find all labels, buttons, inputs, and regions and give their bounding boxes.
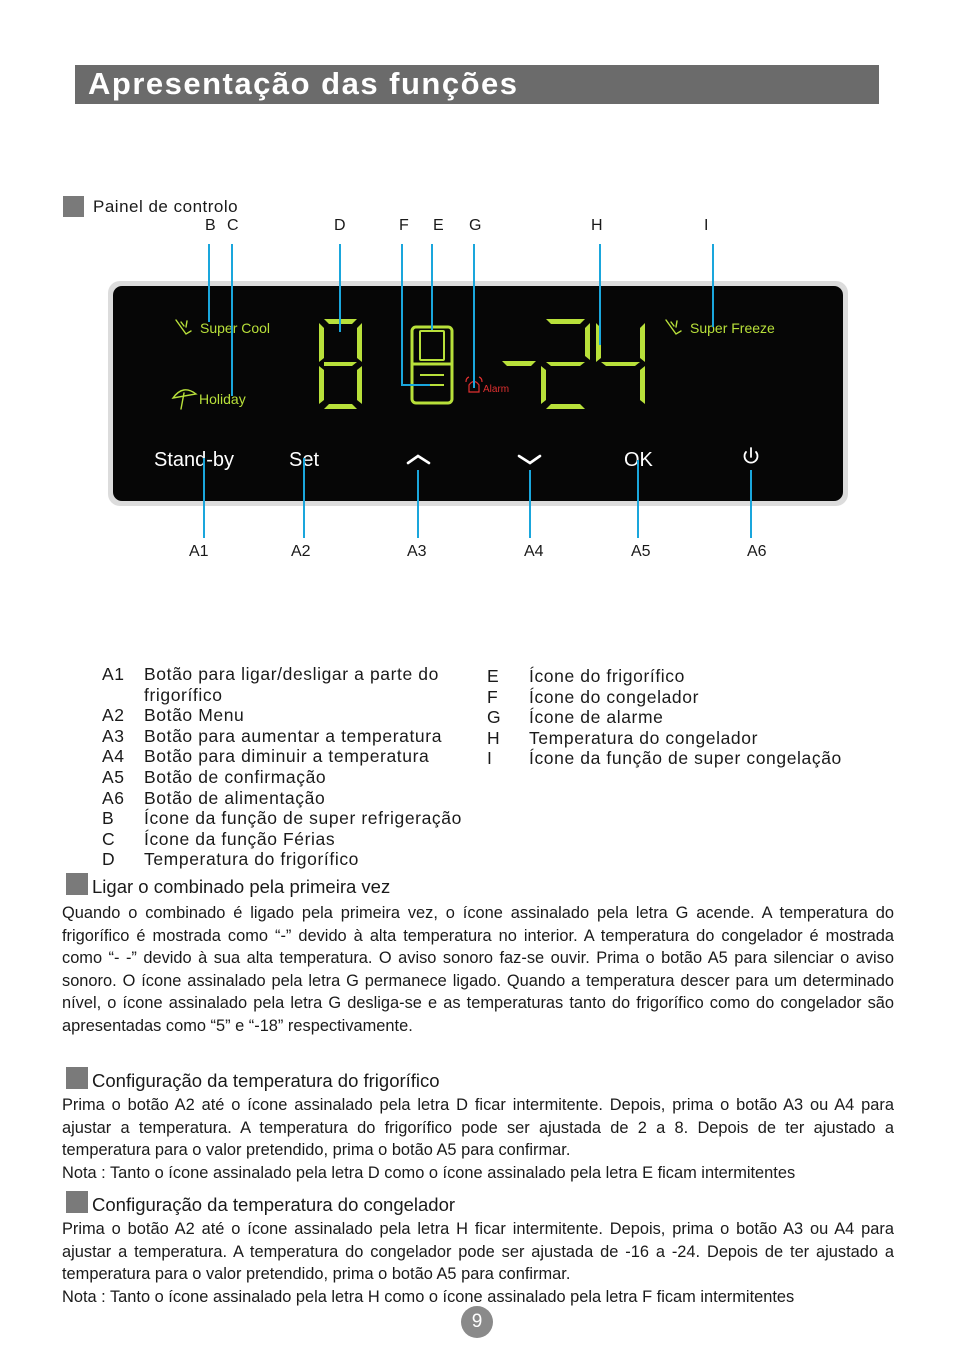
callout-letter-g: G: [469, 217, 482, 234]
callout-label-a1: A1: [189, 543, 209, 560]
legend-item: A5 Botão de confirmação: [102, 766, 327, 787]
control-panel-illustration: [0, 0, 954, 640]
set-button[interactable]: Set: [289, 449, 320, 471]
section-bullet: [66, 1067, 88, 1089]
legend-item: A6 Botão de alimentação: [102, 787, 326, 808]
legend-item: H Temperatura do congelador: [487, 727, 759, 748]
legend-item: D Temperatura do frigorífico: [102, 849, 359, 870]
super-freeze-label: Super Freeze: [690, 320, 775, 336]
legend-item: A3 Botão para aumentar a temperatura: [102, 725, 443, 746]
legend-item: B Ícone da função de super refrigeração: [102, 808, 462, 829]
section-body-first-start: Quando o combinado é ligado pela primeira vez, o ícone assinalado pela letra G acende. A temperatura do frigorífico é mostrada como “-” devido à alta temperatura no interior. A temperatura do congelador é mostrada como “- -” devido à sua alta temperatura. O aviso sonoro faz-se ouvir. Prima o botão A5 para silenciar o aviso sonoro. O ícone assinalado pela letra G permanece ligado. Quando a temperatura descer para um determinado nível, o ícone assinalado pela letra G desliga-se e as temperaturas tanto do frigorífico como do congelador são apresentadas como “5” e “-18” respectivamente.: [62, 904, 894, 1035]
section-bullet: [66, 1191, 88, 1213]
standby-button[interactable]: Stand-by: [154, 449, 235, 471]
callout-letter-d: D: [334, 217, 346, 234]
section-heading-fridge-temp: Configuração da temperatura do frigorífico: [92, 1070, 440, 1091]
callout-label-a6: A6: [747, 543, 767, 560]
section-body-fridge-temp: Prima o botão A2 até o ícone assinalado pela letra D ficar intermitente. Depois, prima o botão A3 ou A4 para ajustar a temperatura. A temperatura do frigorífico pode ser ajustada de 2 a 8. Depois de ter ajustado a temperatura para o valor pretendido, prima o botão A5 para confirmar.: [62, 1096, 894, 1160]
page-title: Apresentação das funções: [88, 66, 519, 101]
callout-label-a5: A5: [631, 543, 651, 560]
super-cool-label: Super Cool: [200, 320, 271, 336]
callout-label-a3: A3: [407, 543, 427, 560]
legend-right: [487, 666, 887, 769]
holiday-label: Holiday: [199, 391, 246, 407]
legend-item: E Ícone do frigorífico: [487, 666, 685, 686]
callout-letter-h: H: [591, 217, 603, 234]
callout-letter-f: F: [399, 217, 409, 234]
legend-item: I Ícone da função de super congelação: [487, 748, 842, 769]
ok-button[interactable]: OK: [624, 449, 653, 471]
page-number: 9: [461, 1306, 493, 1338]
section-heading-first-start: Ligar o combinado pela primeira vez: [92, 876, 391, 897]
legend-item: A4 Botão para diminuir a temperatura: [102, 746, 430, 767]
callout-letter-i: I: [704, 217, 709, 234]
legend-item: A2 Botão Menu: [102, 705, 245, 726]
legend-item: G Ícone de alarme: [487, 707, 664, 728]
freezer-temperature-minus: [502, 361, 536, 366]
legend-item: F Ícone do congelador: [487, 686, 699, 707]
section-heading-freezer-temp: Configuração da temperatura do congelador: [92, 1194, 456, 1215]
panel-heading: Painel de controlo: [93, 197, 239, 216]
section-body-freezer-temp: Prima o botão A2 até o ícone assinalado pela letra H ficar intermitente. Depois, prima o botão A3 ou A4 para ajustar a temperatura. A temperatura do congelador pode ser ajustada de -16 a -24. Depois de ter ajustado a temperatura para o valor pretendido, prima o botão A5 para confirmar.: [62, 1220, 894, 1284]
callout-letter-e: E: [433, 217, 444, 234]
legend-left: [102, 664, 492, 870]
alarm-label: Alarm: [483, 384, 510, 395]
section-note-fridge-temp: Nota : Tanto o ícone assinalado pela letra D como o ícone assinalado pela letra E ficam intermitentes: [62, 1164, 796, 1182]
callout-label-a2: A2: [291, 543, 311, 560]
section-note-freezer-temp: Nota : Tanto o ícone assinalado pela letra H como o ícone assinalado pela letra F ficam intermitentes: [62, 1288, 795, 1306]
section-bullet: [66, 873, 88, 895]
callout-letter-b: B: [205, 217, 216, 234]
callout-label-a4: A4: [524, 543, 544, 560]
legend-item: C Ícone da função Férias: [102, 828, 336, 849]
callout-letter-c: C: [227, 217, 239, 234]
legend-item: A1 Botão para ligar/desligar a parte do frigorífico: [102, 664, 439, 705]
